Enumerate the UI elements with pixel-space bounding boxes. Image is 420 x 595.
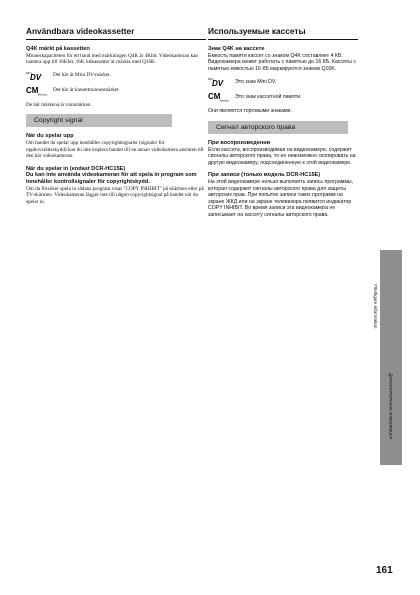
mini-dv-logo-icon [208, 76, 230, 87]
mark-title: Q4K märkt på kassetten [26, 46, 90, 52]
mark-body: Емкость памяти кассет со знаком Q4K составляет 4 КБ. Видеокамера может работать с памятью до 16 КБ. Кассеты с памятью емкостью 16 КБ маркируются знаком Q16K. [208, 52, 356, 72]
mini-dv-caption: Это знак Mini DV. [235, 78, 277, 85]
record-warning: Du kan inte använda videokameran för att spela in program som innehåller kontrollsignaler för copyrightskydd. [26, 172, 197, 185]
russian-column [208, 26, 358, 219]
mark-title: Знак Q4K на кассете [208, 46, 265, 52]
playback-title: При воспроизведении [208, 139, 271, 146]
playback-body: Если кассета, воспроизводимая на видеокамере, содержит сигналы авторского права, то ее невозможно скопировать на другую видеокамеру, подсоединенную к этой видеокамере. [208, 146, 356, 166]
svg-text:Mini: Mini [26, 70, 32, 75]
playback-body: Om bandet du spelar upp innehåller copyrightsignaler (signaler för upphovsrättsskydd) kan du inte kopiera bandet till en annan videokamera ansluten till den här videokameran. [26, 139, 204, 160]
svg-text:Memory: Memory [38, 93, 48, 96]
trademark-note: De här märkena är varumärken. [26, 101, 92, 108]
cassette-memory-caption: Det här är kassettminnesmärket. [53, 86, 120, 93]
cassette-memory-logo-icon [26, 85, 48, 96]
mini-dv-caption: Det här är Mini DV-märket. [53, 71, 111, 78]
chapter-tab-russian: Дополнительная информация [388, 372, 394, 439]
svg-text:Mini: Mini [208, 77, 214, 82]
record-body: На этой видеокамере нельзя выполнить запись программы, которая содержит сигналы авторского права для защиты авторских прав. При попытке записи таких программ на экране ЖКД или на экране телевизора появится индикатор COPY INHIBIT. Во время записи эта видеокамера не записывает на кассету сигналы авторского права. [208, 178, 354, 218]
mark-body: Minneskapaciteten för ett band med märkningen Q4K är 4Kbit. Videokameran kan hantera upp till 16Kbit. 16K bitkassetter är märkta med Q16K. [26, 52, 199, 66]
svg-text:CM: CM [208, 92, 221, 102]
section-heading: Användbara videokassetter [26, 26, 206, 40]
page-number: 161 [376, 565, 393, 576]
svg-text:DV: DV [30, 72, 42, 81]
playback-title: När du spelar upp [26, 133, 74, 140]
svg-text:Memory: Memory [220, 99, 230, 103]
copyright-band: Copyright signal [26, 114, 172, 127]
record-body: Om du försöker spela in sådana program visas "COPY INHIBIT" på skärmen eller på TV-skärmen. Videokameran lägger inte till någon copyrightsignal på bandet när du spelar in. [26, 185, 204, 205]
chapter-tab-swedish: Ytterligare information [372, 283, 378, 328]
trademark-note: Они являются торговыми знаками. [208, 108, 292, 115]
svg-text:DV: DV [212, 79, 224, 88]
record-title: När du spelar in (endast DCR-HC15E) [26, 165, 126, 172]
section-heading: Используемые кассеты [208, 26, 358, 40]
chapter-tab [372, 250, 402, 465]
cassette-memory-caption: Это знак кассетной памяти. [235, 93, 302, 100]
mini-dv-logo-icon [26, 70, 48, 81]
record-title: При записи (только модель DCR-HC15E) [208, 172, 321, 179]
cassette-memory-logo-icon [208, 91, 230, 102]
svg-text:CM: CM [26, 85, 39, 95]
swedish-column [26, 26, 206, 205]
copyright-band: Сигнал авторского права [208, 121, 348, 134]
